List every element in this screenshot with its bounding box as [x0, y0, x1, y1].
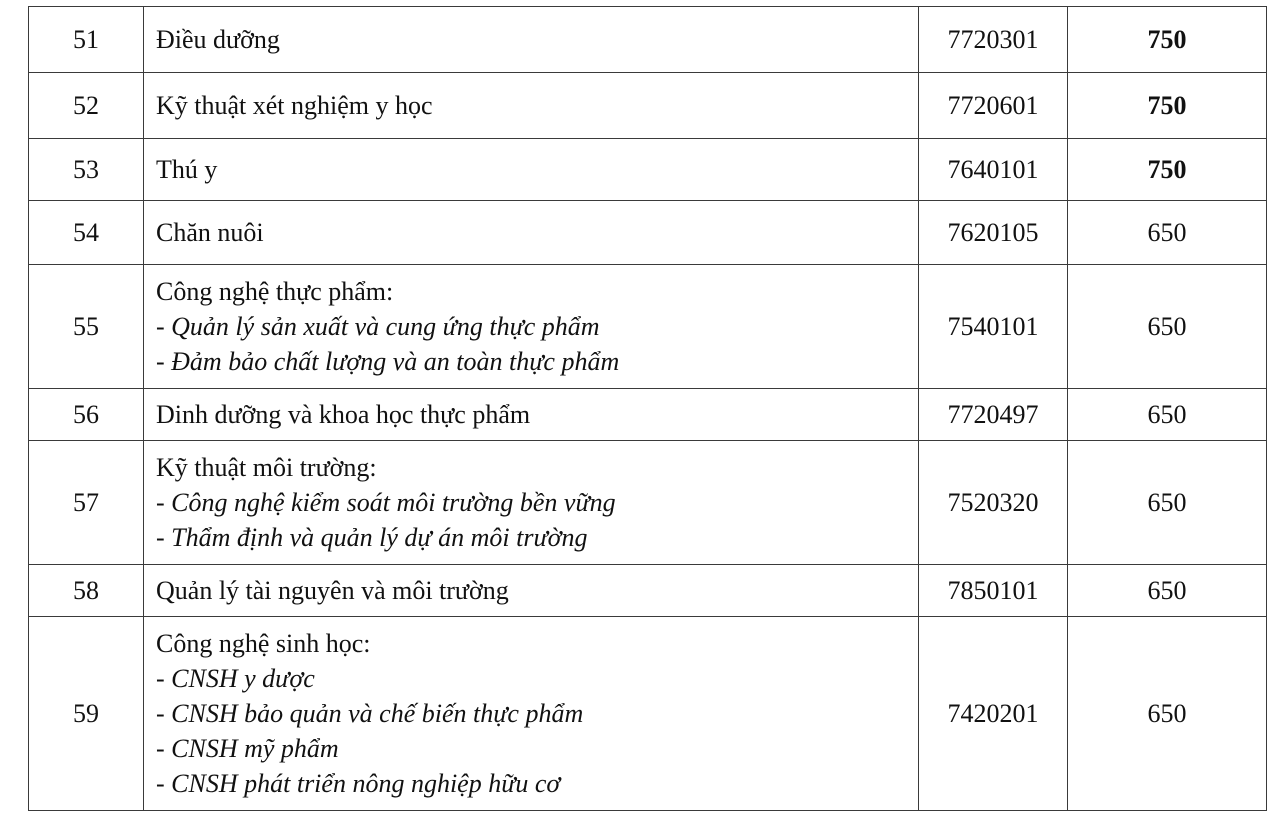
table-row: [29, 7, 1267, 73]
row-number: 53: [29, 139, 144, 201]
major-code: 7720601: [919, 73, 1068, 139]
major-code: 7720301: [919, 7, 1068, 73]
admission-score: 650: [1068, 565, 1267, 617]
table-row: [29, 139, 1267, 201]
table-row: [29, 265, 1267, 389]
major-name-cell: [144, 7, 919, 73]
table-row: [29, 201, 1267, 265]
admission-score: 650: [1068, 201, 1267, 265]
table-row: [29, 441, 1267, 565]
table-row: [29, 565, 1267, 617]
major-name: Dinh dưỡng và khoa học thực phẩm: [156, 400, 531, 429]
major-name: Điều dưỡng: [156, 25, 280, 54]
major-name: Công nghệ sinh học:: [156, 629, 371, 658]
major-code: 7620105: [919, 201, 1068, 265]
admission-score: 650: [1068, 617, 1267, 811]
major-name: Công nghệ thực phẩm:: [156, 277, 394, 306]
major-code: 7520320: [919, 441, 1068, 565]
admission-score: 650: [1068, 389, 1267, 441]
major-code: 7640101: [919, 139, 1068, 201]
table-body: [29, 7, 1267, 811]
table-row: [29, 389, 1267, 441]
row-number: 55: [29, 265, 144, 389]
major-name: Thú y: [156, 155, 218, 184]
specialization-item: - Quản lý sản xuất và cung ứng thực phẩm: [156, 312, 600, 341]
major-name: Quản lý tài nguyên và môi trường: [156, 576, 509, 605]
row-number: 51: [29, 7, 144, 73]
specialization-item: - CNSH bảo quản và chế biến thực phẩm: [156, 699, 584, 728]
row-number: 57: [29, 441, 144, 565]
major-name-cell: [144, 565, 919, 617]
admission-score: 650: [1068, 441, 1267, 565]
table-row: [29, 73, 1267, 139]
row-number: 58: [29, 565, 144, 617]
admission-score: 750: [1068, 7, 1267, 73]
row-number: 59: [29, 617, 144, 811]
major-name-cell: [144, 265, 919, 389]
admission-score-table: [28, 6, 1267, 811]
major-name: Kỹ thuật xét nghiệm y học: [156, 91, 433, 120]
specialization-item: - Thẩm định và quản lý dự án môi trường: [156, 523, 588, 552]
major-name: Chăn nuôi: [156, 218, 264, 247]
row-number: 56: [29, 389, 144, 441]
major-code: 7850101: [919, 565, 1068, 617]
table-row: [29, 617, 1267, 811]
specialization-item: - CNSH y dược: [156, 664, 315, 693]
admission-score: 650: [1068, 265, 1267, 389]
major-name-cell: [144, 617, 919, 811]
major-name-cell: [144, 389, 919, 441]
specialization-item: - Đảm bảo chất lượng và an toàn thực phẩm: [156, 347, 620, 376]
admission-score: 750: [1068, 139, 1267, 201]
admission-score: 750: [1068, 73, 1267, 139]
major-name-cell: [144, 441, 919, 565]
specialization-item: - Công nghệ kiểm soát môi trường bền vững: [156, 488, 616, 517]
major-code: 7720497: [919, 389, 1068, 441]
major-code: 7420201: [919, 617, 1068, 811]
specialization-item: - CNSH mỹ phẩm: [156, 734, 339, 763]
major-name-cell: [144, 201, 919, 265]
major-name-cell: [144, 139, 919, 201]
major-name: Kỹ thuật môi trường:: [156, 453, 377, 482]
row-number: 52: [29, 73, 144, 139]
major-name-cell: [144, 73, 919, 139]
specialization-item: - CNSH phát triển nông nghiệp hữu cơ: [156, 769, 561, 798]
major-code: 7540101: [919, 265, 1068, 389]
row-number: 54: [29, 201, 144, 265]
